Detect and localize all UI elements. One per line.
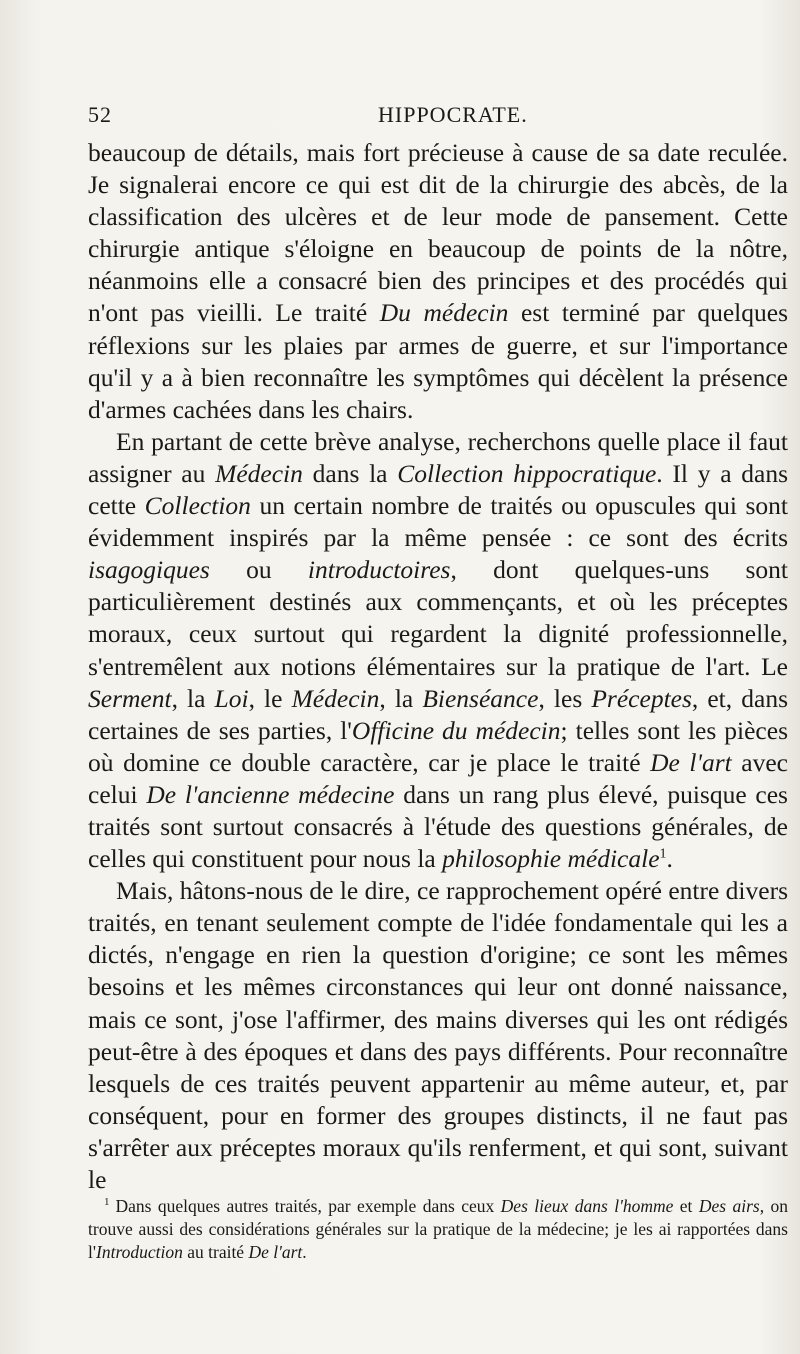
italic-text: Bienséance bbox=[422, 683, 539, 713]
text-run: , le bbox=[248, 683, 292, 713]
paragraph bbox=[88, 137, 788, 426]
text-run: ou bbox=[209, 555, 308, 585]
text-run: dans un rang plus élevé, puisque ces traités sont surtout consacrés à l'étude des questions générales, de celles qui constituent pour nous la bbox=[88, 779, 788, 874]
italic-text: De l'art bbox=[650, 747, 732, 777]
text-run: Dans quelques autres traités, par exemple dans ceux bbox=[115, 1196, 501, 1216]
italic-text: Préceptes bbox=[591, 683, 692, 713]
text-run: beaucoup de détails, mais fort précieuse à cause de sa date reculée. Je signalerai encore ce qui est dit de la chirurgie des abcès, de la classification des ulcères et de leur mode de pansement. Cette chirurgie antique s'éloigne en beaucoup de points de la nôtre, néanmoins elle a consacré bien des principes et des procédés qui n'ont pas vieilli. Le traité bbox=[88, 138, 788, 328]
text-run: avec celui bbox=[88, 747, 789, 809]
text-run: au traité bbox=[182, 1242, 249, 1262]
text-run: et bbox=[673, 1196, 699, 1216]
text-run: , les bbox=[538, 683, 592, 713]
text-run: . bbox=[666, 844, 673, 874]
text-run: Mais, hâtons-nous de le dire, ce rapprochement opéré entre divers traités, en tenant seulement compte de l'idée fondamentale qui les a dictés, n'engage en rien la question d'origine; ce sont les mêmes besoins et les mêmes circonstances qui leur ont donné naissance, mais ce sont, j'ose l'affirmer, des mains diverses qui les ont rédigés peut-être à des époques et dans des pays différents. Pour reconnaître lesquels de ces traités peuvent appartenir au même auteur, et, par conséquent, pour en former des groupes distincts, il ne faut pas s'arrêter aux préceptes moraux qu'ils renferment, et qui sont, suivant le bbox=[88, 876, 788, 1194]
text-run: ; telles sont les pièces où domine ce double caractère, car je place le traité bbox=[88, 715, 788, 777]
italic-text: De l'ancienne médecine bbox=[146, 779, 395, 809]
footnote bbox=[88, 1195, 788, 1264]
italic-text: Médecin bbox=[215, 458, 303, 488]
italic-text: Officine du médecin bbox=[351, 715, 561, 745]
paragraph bbox=[88, 875, 788, 1196]
italic-text: Des airs bbox=[698, 1196, 760, 1216]
italic-text: Introduction bbox=[96, 1242, 183, 1262]
italic-text: De l'art bbox=[248, 1242, 303, 1262]
paragraph bbox=[88, 426, 788, 875]
italic-text: Collection bbox=[144, 491, 251, 521]
footnotes bbox=[88, 1195, 788, 1264]
text-run: , on trouve aussi des considérations générales sur la pratique de la médecine; je les ai rapportées dans l' bbox=[88, 1196, 788, 1262]
italic-text: isagogiques bbox=[88, 555, 210, 585]
italic-text: Loi bbox=[214, 683, 249, 713]
text-run: , dont quelques-uns sont particulièrement destinés aux commençants, et où les préceptes moraux, ceux surtout qui regardent la dignité professionnelle, s'entremêlent aux notions élémentaires sur la pratique de l'art. Le bbox=[88, 555, 789, 681]
text-run: , la bbox=[379, 683, 423, 713]
text-run: dans la bbox=[302, 458, 398, 488]
italic-text: philosophie médicale bbox=[442, 844, 660, 874]
italic-text: Des lieux dans l'homme bbox=[500, 1196, 674, 1216]
text-run: , et, dans certaines de ses parties, l' bbox=[88, 683, 788, 745]
text-run: un certain nombre de traités ou opuscules qui sont évidemment inspirés par la même pensée : ce sont des écrits bbox=[88, 491, 789, 553]
text-run: , la bbox=[171, 683, 215, 713]
text-run: En partant de cette brève analyse, recherchons quelle place il faut assigner au bbox=[88, 426, 788, 488]
italic-text: Du médecin bbox=[379, 298, 509, 328]
page-number: 52 bbox=[88, 102, 112, 127]
italic-text: Serment bbox=[88, 683, 172, 713]
text-run: . Il y a dans cette bbox=[88, 458, 788, 521]
footnote-reference: 1 bbox=[659, 846, 667, 862]
italic-text: Médecin bbox=[291, 683, 380, 713]
running-title: HIPPOCRATE. bbox=[378, 102, 528, 127]
footnote-number: 1 bbox=[104, 1196, 110, 1209]
page-header bbox=[88, 102, 788, 132]
italic-text: introductoires bbox=[307, 555, 451, 585]
italic-text: Collection hippocratique bbox=[397, 458, 657, 488]
text-run: est terminé par quelques réflexions sur les plaies par armes de guerre, et sur l'importance qu'il y a à bien reconnaître les symptômes qui décèlent la présence d'armes cachées dans les chairs. bbox=[88, 298, 789, 424]
text-run: . bbox=[302, 1242, 307, 1262]
body-text bbox=[88, 137, 788, 1196]
